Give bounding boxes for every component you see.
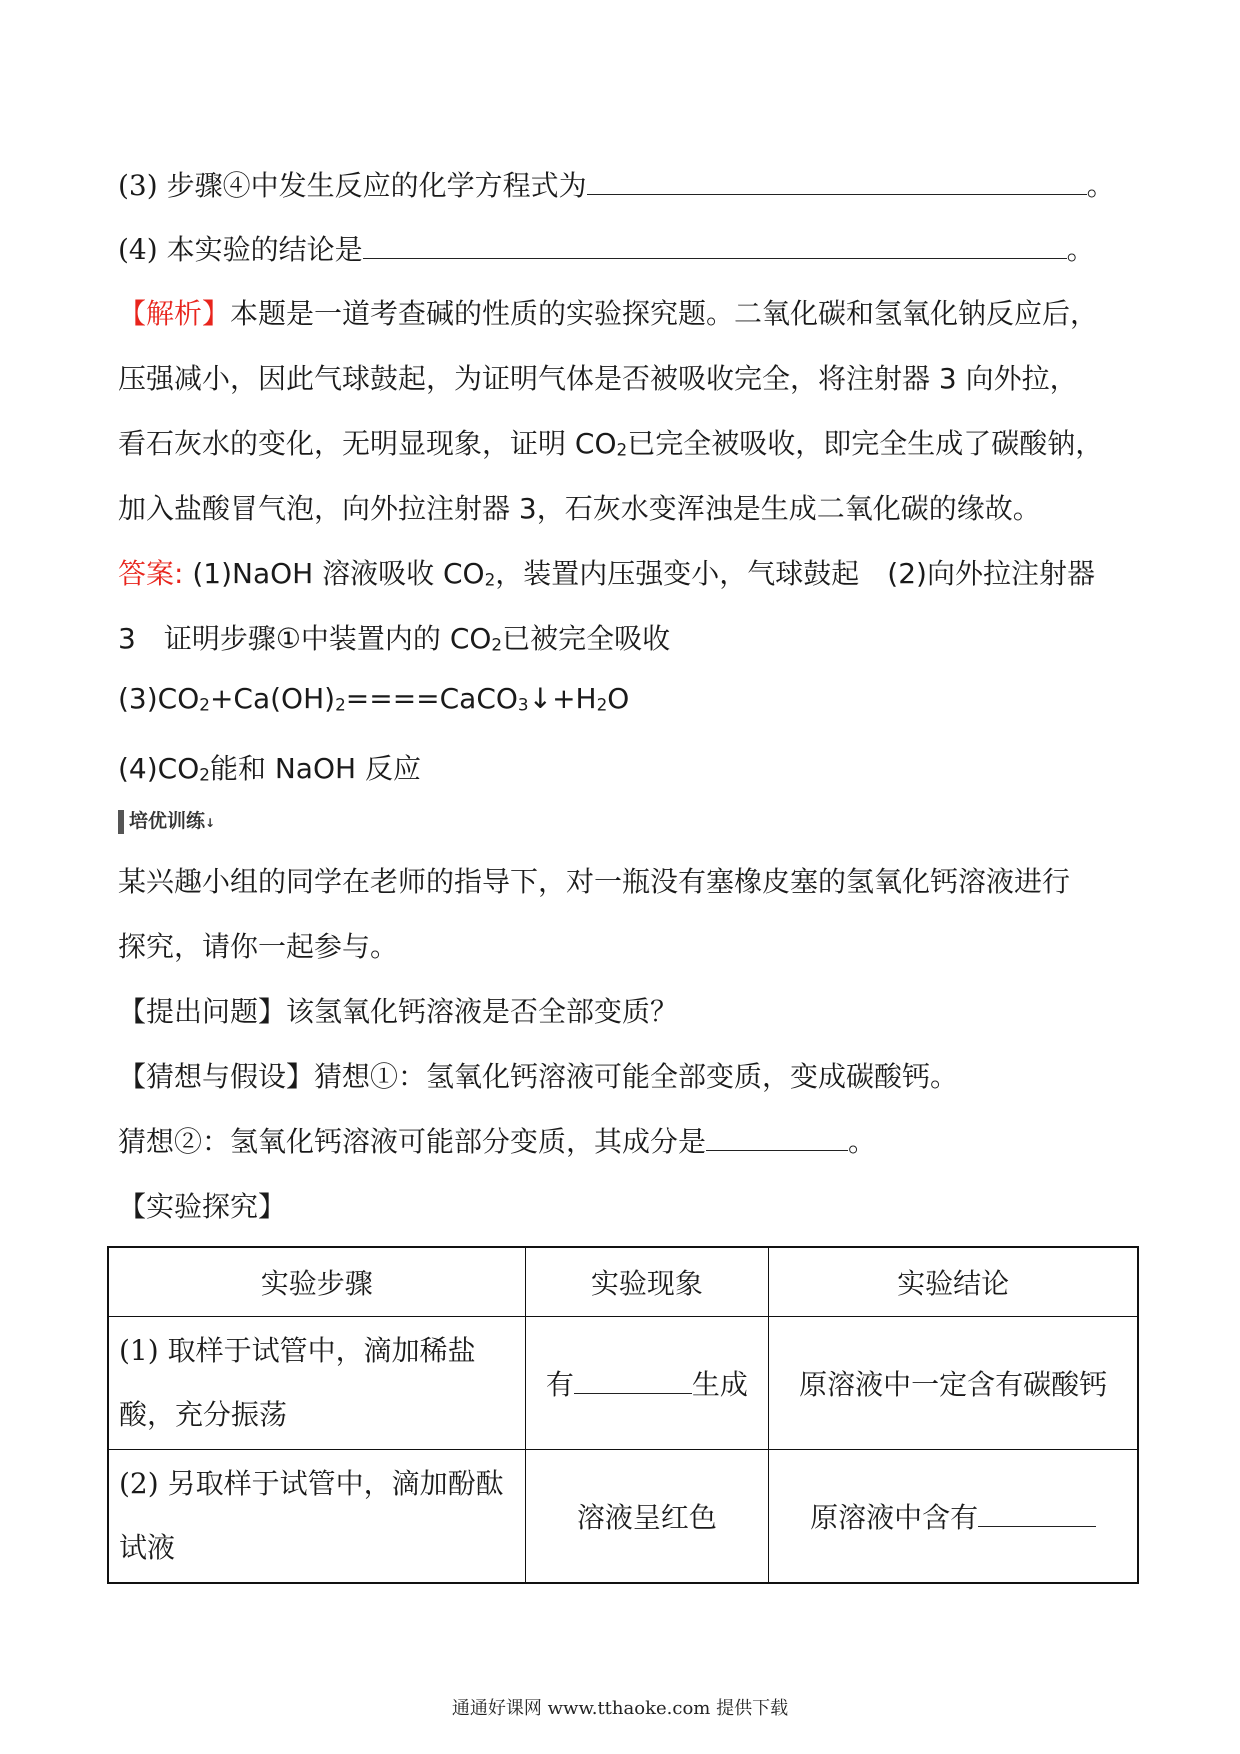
- table-header: 实验步骤: [108, 1247, 525, 1317]
- answer-blank[interactable]: [363, 236, 1067, 259]
- answer-line-2: 3 证明步骤①中装置内的 $CO_2$已被完全吸收: [118, 622, 671, 655]
- table-row: [108, 1450, 1138, 1584]
- intro-line-1: 某兴趣小组的同学在老师的指导下，对一瓶没有塞橡皮塞的氢氧化钙溶液进行: [118, 865, 1071, 898]
- question-3: (3) 步骤④中发生反应的化学方程式为 。: [118, 169, 1115, 202]
- answer-blank[interactable]: [706, 1128, 848, 1151]
- table-header: 实验现象: [525, 1247, 769, 1317]
- analysis-line-2: 压强减小，因此气球鼓起，为证明气体是否被吸收完全，将注射器 3 向外拉，: [118, 362, 1078, 395]
- hypothesis-2: 猜想②：氢氧化钙溶液可能部分变质，其成分是 。: [118, 1125, 877, 1158]
- answer-line-3: $(3)CO_2+Ca(OH)_2====CaCO_3↓+H_2O$: [118, 682, 630, 715]
- table-header: 实验结论: [769, 1247, 1138, 1317]
- section-tag: 培优训练↓: [118, 810, 215, 834]
- step-cell: (1) 取样于试管中，滴加稀盐酸，充分振荡: [108, 1317, 525, 1450]
- step-cell: (2) 另取样于试管中，滴加酚酞试液: [108, 1450, 525, 1584]
- footer-text: 通通好课网 www.tthaoke.com 提供下载: [451, 1698, 789, 1719]
- analysis-line-3: 看石灰水的变化，无明显现象，证明 $CO_2$已完全被吸收，即完全生成了碳酸钠，: [118, 427, 1104, 460]
- down-arrow-icon: ↓: [205, 816, 216, 830]
- experiment-table: [107, 1246, 1139, 1584]
- question-4: (4) 本实验的结论是 。: [118, 233, 1095, 266]
- answer-line-4: $(4)CO_2$能和 NaOH 反应: [118, 752, 421, 785]
- answer-label: 答案:: [118, 557, 184, 590]
- analysis-line-4: 加入盐酸冒气泡，向外拉注射器 3，石灰水变浑浊是生成二氧化碳的缘故。: [118, 492, 1041, 525]
- hypothesis-1: 【猜想与假设】猜想①：氢氧化钙溶液可能全部变质，变成碳酸钙。: [118, 1060, 959, 1093]
- question-text: 【提出问题】该氢氧化钙溶液是否全部变质？: [118, 995, 679, 1028]
- answer-blank[interactable]: [978, 1504, 1096, 1527]
- analysis-line-1: 【解析】本题是一道考查碱的性质的实验探究题。二氧化碳和氢氧化钠反应后，: [118, 297, 1099, 330]
- answer-blank[interactable]: [574, 1371, 692, 1394]
- phenomenon-cell: 溶液呈红色: [525, 1450, 769, 1584]
- conclusion-cell: 原溶液中一定含有碳酸钙: [769, 1317, 1138, 1450]
- table-row: [108, 1317, 1138, 1450]
- answer-line-1: 答案: (1)NaOH 溶液吸收 $CO_2$，装置内压强变小，气球鼓起 (2)向外拉注射器: [118, 557, 1095, 590]
- phenomenon-cell: 有 生成: [525, 1317, 769, 1450]
- analysis-label: 【解析】: [118, 297, 231, 330]
- experiment-title: 【实验探究】: [118, 1190, 287, 1223]
- answer-blank[interactable]: [587, 172, 1087, 195]
- table-header-row: [108, 1247, 1138, 1317]
- intro-line-2: 探究，请你一起参与。: [118, 930, 399, 963]
- conclusion-cell: 原溶液中含有: [769, 1450, 1138, 1584]
